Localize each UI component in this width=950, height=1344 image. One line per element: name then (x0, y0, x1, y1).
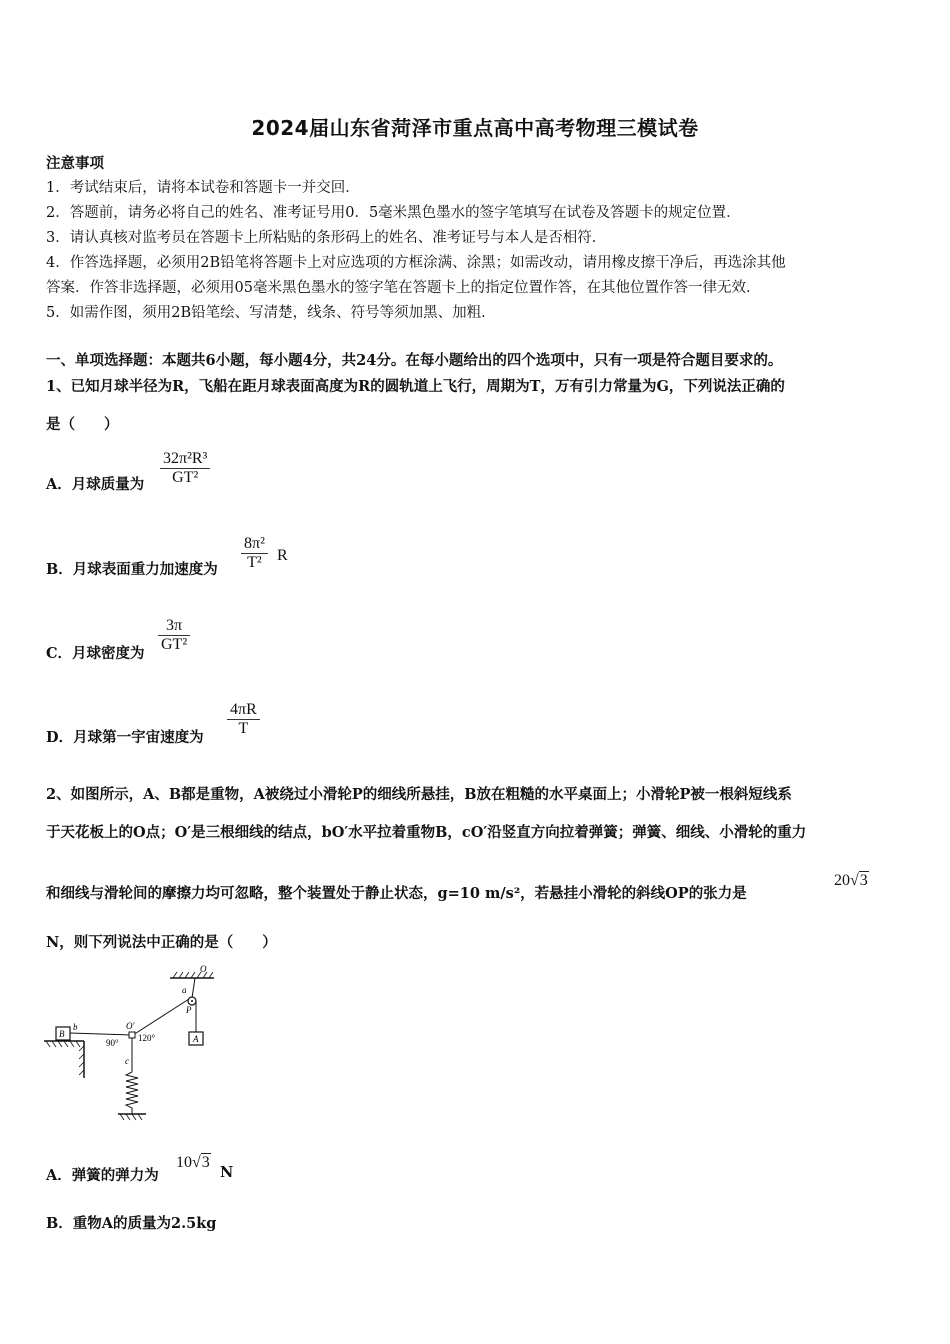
section-heading: 一、单项选择题：本题共6小题，每小题4分，共24分。在每小题给出的四个选项中，只有一项是符合题目要求的。 (46, 352, 783, 369)
q1-option-b-fraction (241, 535, 268, 572)
q2-stem-line3: 和细线与滑轮间的摩擦力均可忽略，整个装置处于静止状态，g=10 m/s²，若悬挂小滑轮的斜线OP的张力是 (46, 885, 747, 902)
q2-stem-line2: 于天花板上的O点；O′是三根细线的结点，bO′水平拉着重物B，cO′沿竖直方向拉着弹簧；弹簧、细线、小滑轮的重力 (46, 824, 807, 841)
exam-title: 2024届山东省菏泽市重点高中高考物理三模试卷 (251, 116, 699, 140)
q1-option-b: B．月球表面重力加速度为 (46, 561, 218, 578)
q2-tension-value (834, 872, 869, 890)
q2-option-a: A．弹簧的弹力为 (46, 1167, 159, 1184)
label-a: a (182, 985, 187, 995)
notice-item: 3．请认真核对监考员在答题卡上所粘贴的条形码上的姓名、准考证号与本人是否相符． (46, 230, 607, 246)
q1-stem-line2: 是（ ） (46, 416, 119, 433)
q2-option-a-value (176, 1154, 211, 1172)
q1-option-c: C．月球密度为 (46, 645, 145, 662)
label-b: b (73, 1022, 78, 1032)
q1-option-a-fraction (160, 450, 210, 487)
q1-option-a: A．月球质量为 (46, 476, 145, 493)
q1-option-d: D．月球第一宇宙速度为 (46, 729, 204, 746)
spring (126, 1072, 138, 1114)
string-op (192, 978, 195, 998)
string-bo (70, 1033, 130, 1035)
notice-item: 2．答题前，请务必将自己的姓名、准考证号用0．5毫米黑色墨水的签字笔填写在试卷及答题卡的规定位置． (46, 205, 741, 221)
fraction-numerator: 3π (166, 617, 183, 634)
notice-item: 答案．作答非选择题，必须用05毫米黑色墨水的签字笔在答题卡上的指定位置作答，在其他位置作答一律无效． (46, 280, 761, 296)
fraction-denominator: GT² (158, 635, 190, 654)
notice-block (46, 151, 916, 326)
notice-item: 4．作答选择题，必须用2B铅笔将答题卡上对应选项的方框涂满、涂黑；如需改动，请用橡皮擦干净后，再选涂其他 (46, 255, 786, 271)
sqrt-radicand: 3 (201, 1154, 210, 1171)
q2-stem-line4: N，则下列说法中正确的是（ ） (46, 934, 277, 951)
label-weight-b: B (59, 1029, 65, 1039)
sqrt-coefficient: 10 (176, 1154, 192, 1171)
q2-stem-line1: 2、如图所示，A、B都是重物，A被绕过小滑轮P的细线所悬挂，B放在粗糙的水平桌面上；小滑轮P被一根斜短线系 (46, 786, 792, 803)
label-weight-a: A (193, 1034, 199, 1044)
label-o: O (200, 964, 207, 974)
q2-option-b: B．重物A的质量为2.5kg (46, 1215, 217, 1232)
label-o-prime: O′ (126, 1021, 135, 1031)
q1-option-c-fraction (158, 617, 190, 654)
fraction-numerator: 8π² (244, 535, 265, 552)
fraction-numerator: 4πR (230, 701, 257, 718)
label-c: c (125, 1056, 129, 1066)
fraction-denominator: T (227, 719, 260, 738)
floor-hatch (120, 1114, 142, 1120)
sqrt-sign: √ (192, 1154, 201, 1171)
label-angle-120: 120° (138, 1033, 156, 1043)
notice-heading: 注意事项 (46, 155, 104, 172)
notice-item: 5．如需作图，须用2B铅笔绘、写清楚，线条、符号等须加黑、加粗． (46, 305, 496, 321)
fraction-denominator: T² (241, 553, 268, 572)
table-hatch (46, 1041, 84, 1075)
sqrt-radicand: 3 (859, 872, 868, 889)
q1-option-d-fraction (227, 701, 260, 738)
label-p: P (186, 1005, 192, 1015)
fraction-denominator: GT² (160, 468, 210, 487)
label-angle-90: 90° (106, 1038, 119, 1048)
sqrt-coefficient: 20 (834, 872, 850, 889)
q1-option-b-tail: R (277, 547, 288, 564)
q1-stem-line1: 1、已知月球半径为R，飞船在距月球表面高度为R的圆轨道上飞行，周期为T，万有引力常量为G，下列说法正确的 (46, 378, 785, 395)
knot-o-prime (129, 1032, 135, 1038)
string-op-knot (133, 999, 189, 1035)
notice-item: 1．考试结束后，请将本试卷和答题卡一并交回． (46, 180, 360, 196)
pulley-axle (191, 1000, 193, 1002)
ceiling-hatch (173, 972, 213, 978)
q2-option-a-unit: N (220, 1164, 234, 1181)
pulley-diagram (42, 964, 232, 1124)
sqrt-sign: √ (850, 872, 859, 889)
fraction-numerator: 32π²R³ (163, 450, 208, 467)
